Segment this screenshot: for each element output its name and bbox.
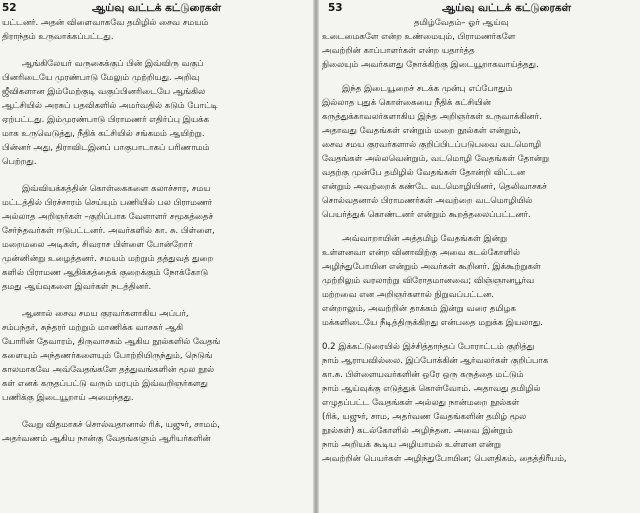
left-page [0, 0, 314, 513]
running-head: ஆய்வு வட்டக் கட்டுரைகள் [442, 2, 572, 14]
page-number: 53 [328, 2, 343, 14]
text-line: யோரின் தேவாரம், திருவாசகம் ஆகிய நூல்களில் வேதங் [2, 337, 221, 347]
text-line: நிலையும் அவர்களது நோக்கிற்கு இடையூறாகவாய்த்தது. [322, 60, 539, 70]
paragraph [322, 340, 638, 466]
text-line: நாம் ஆராயவில்லை. இப்போக்கின் ஆர்வலர்கள் குறிப்பாக [322, 356, 549, 366]
text-line: கள் எனக் கருதப்பட்டு வரும் மரபும் இவ்வறிஞர்களது [2, 379, 208, 389]
text-line: அழிந்துபோயின என்றும் அவர்கள் கூறினர். இக்கூற்றுகள் [322, 262, 541, 272]
section-subhead: தமிழ்வேதம்– ஓர் ஆய்வு [414, 18, 509, 28]
paragraph [2, 182, 310, 294]
text-line: மாக உருவெடுத்து, நீதிக் கட்சியில் சங்கமம் ஆயிற்று. [2, 129, 205, 139]
text-line: (ரிக், யஜுர், சாம, அதர்வண வேதங்களின் தமிழ் மூல [322, 412, 527, 422]
right-page-header [318, 0, 640, 16]
text-line: உடைமைகளே என்ற உண்மையும், பிராமணர்களே [322, 32, 516, 42]
text-line: நாம் ஆய்வுக்கு எடுத்துக் கொள்வோம். அதாவது தமிழில் [322, 384, 541, 394]
text-line: யட்டனர். அதன் விளைவாகவே தமிழில் சைவ சமயம் [2, 18, 209, 28]
text-line: காலமாகவே அவ்வேதங்களே தத்துவங்களின் மூல நூல் [2, 365, 215, 375]
running-head: ஆய்வு வட்டக் கட்டுரைகள் [92, 2, 222, 14]
text-line: எழுதப்பட்ட வேதங்கள் அல்லது நான்மறை நூல்கள் [322, 398, 520, 408]
paragraph [2, 307, 310, 405]
paragraph [2, 57, 310, 169]
text-line: கா.சு. பிள்ளையவர்களின் ஒரே ஒரு கருத்தை மட்டும் [322, 370, 524, 380]
text-line: 0.2 இக்கட்டுரையில் இச்சித்தாந்தப் போராட்டம் குறித்து [322, 342, 535, 352]
text-line: திராந்தம் உருவாக்கப்பட்டது. [2, 32, 114, 42]
text-line: அவற்றின் காப்பாளர்கள் என்ற யதார்த்த [322, 46, 475, 56]
right-page [318, 0, 640, 513]
text-line: அல்லாத அறிஞர்கள் –குறிப்பாக வேளாளர் சமூகத்தைச் [2, 212, 214, 222]
text-line: மக்களிடையே நீடித்திருக்கிறது என்பதை மறுக்க இயலாது. [322, 318, 543, 328]
text-line: என்றும் அவற்றைக் கண்டே வடமொழியினர், தெலிவாசகச் [322, 182, 547, 192]
text-line: ஆட்சியில் அரசுப் பதவிகளில் அமர்வதில் கடும் போட்டி [2, 101, 218, 111]
text-line: அவற்றின் பெயர்கள் அழிந்துபோயின; பௌதிகம், தைத்திரீயம், [322, 454, 567, 464]
text-line: பினரிடையே முரண்பாடு மேலும் முற்றியது. அறிவு [2, 73, 200, 83]
text-line: பெற்றது. [2, 157, 37, 167]
text-line: முற்றிலும் வரலாற்று விரோதமானவை; விஞ்ஞானபூர்வ [322, 276, 535, 286]
text-line: கருத்துக்காவலர்களாகிய இந்த அறிஞர்கள் உருவாக்கினர். [322, 112, 542, 122]
text-line: உள்ளனவா என்ற வினாவிற்கு அவை கடல்கோளில் [322, 248, 520, 258]
paragraph [322, 82, 638, 222]
text-line: பெயர்த்துக் கொண்டனர் என்றும் கூறத்தலைப்பட்டனர். [322, 210, 531, 220]
text-line: சம்பந்தர், சுந்தரர் மற்றும் மாணிக்க வாசகர் ஆகி [2, 323, 184, 333]
text-line: அதர்வணம் ஆகிய நான்கு வேதங்களும் ஆரியர்களின் [2, 434, 211, 444]
text-line: களையும் அந்தணர்களையும் போற்றியிருந்தும், நெடுங் [2, 351, 213, 361]
text-line: வேதங்கள் அல்லவென்றும், வடமொழி வேதங்கள் தோன்று [322, 154, 550, 164]
text-line: மட்டத்தில் பிரச்சாரம் செய்யும் பணியில் பல பிராமணர் [2, 198, 213, 208]
text-line: சைவ சமய குரவர்களால் குறிப்பிடப்படுபவை வடமொழி [322, 140, 542, 150]
text-line: இந்த இடையூறைச் சடக்க முன்பு எப்போதும் [342, 84, 513, 94]
text-line: சேர்ந்தவர்கள் ஈடுபட்டனர். அவர்களில் கா. சு. பிள்ளை, [2, 226, 215, 236]
paragraph [2, 16, 310, 44]
text-line: இவ்வியக்கத்தின் கொள்கைகளை கலாச்சார, சமய [22, 184, 211, 194]
paragraph [322, 232, 638, 330]
paragraph [2, 418, 310, 446]
text-line: மற்றவை என அறிஞர்களால் நிறுவப்பட்டன. [322, 290, 494, 300]
text-line: பணிக்கு இடையூறாய் அமைந்தது. [2, 393, 134, 403]
text-line: ஜீவிகளான இம்மேற்குடி வகுப்பினரிடையே ஆங்கில [2, 87, 206, 97]
text-line: இல்லாத புதுக் கொள்கையை நீதிக் கட்சியின் [322, 98, 491, 108]
left-page-body [0, 16, 314, 446]
right-page-body [318, 16, 640, 466]
text-line: ஆனால் சைவ சமய குரவர்களாகிய அப்பர், [22, 309, 189, 319]
text-line: ஏற்பட்டது. இம்முரண்பாடு பிராமணர் எதிர்ப்பு இயக்க [2, 115, 210, 125]
page-number: 52 [2, 2, 17, 14]
text-line: அவ்வாறாயின் அத்தமிழ் வேதங்கள் இன்று [342, 234, 508, 244]
text-line: ஆங்கிலேயர் வருகைக்குப் பின் இவ்விரு வகுப் [22, 59, 204, 69]
text-line: களில் பிராமண ஆதிக்கத்தைக் குறைக்கும் நோக்கோடு [2, 268, 209, 278]
paragraph [322, 30, 638, 72]
left-page-header [0, 0, 314, 16]
text-line: மறைமலை அடிகள், சிவராச பிள்ளை போன்றோர் [2, 240, 193, 250]
text-line: அதாவது வேதங்கள் என்றும் மறை நூல்கள் என்றும், [322, 126, 521, 136]
text-line: நூல்கள்) கடல்கோளில் அழிந்தன. அவை இன்றும் [322, 426, 513, 436]
text-line: நாம் அறியக் கூடிய அழியாமல் உள்ளன என்று [322, 440, 502, 450]
text-line: பின்னர் அது, திராவிடஇனப் பாகுபாடாகப் பரிணாமம் [2, 143, 210, 153]
text-line: வேறு விதமாகச் சொல்வதானால் ரிக், யஜுர், சாமம், [22, 420, 220, 430]
text-line: முன்னின்று உழைத்தனர். சமயம் மற்றும் தத்துவத் துறை [2, 254, 214, 264]
text-line: என்றாலும், அவற்றின் தாக்கம் இன்று வரை தமிழக [322, 304, 516, 314]
text-line: சொல்வதனால் பிராமணர்கள் அவற்றை வடமொழியில் [322, 196, 533, 206]
text-line: வதற்கு முன்பே தமிழில் வேதங்கள் தோன்றி விட்டன [322, 168, 526, 178]
text-line: தமது ஆய்வுகளை இவர்கள் நடத்தினர். [2, 282, 152, 292]
